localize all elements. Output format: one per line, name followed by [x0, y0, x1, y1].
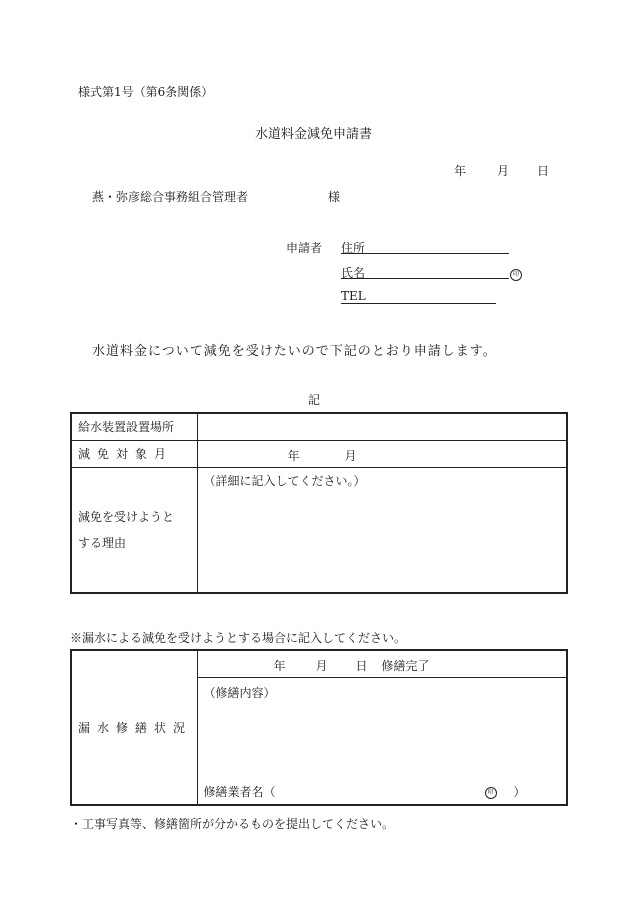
reason-field[interactable] [197, 467, 567, 593]
supply-location-field[interactable] [197, 413, 567, 440]
completion-day: 日 [355, 659, 368, 673]
addressee: 燕・弥彦総合事務組合管理者 [92, 190, 249, 204]
repair-content-label: （修繕内容） [203, 685, 276, 700]
date-month-label: 月 [497, 164, 510, 178]
form-number: 様式第1号（第6条関係） [78, 85, 214, 99]
contractor-label: 修繕業者名（ [203, 785, 276, 799]
leak-repair-label: 漏水修繕状況 [71, 650, 197, 805]
tel-label: TEL [341, 289, 366, 303]
address-label: 住所 [341, 241, 366, 255]
contractor-field[interactable] [197, 775, 567, 805]
reduction-month-field[interactable] [197, 440, 567, 467]
request-statement: 水道料金について減免を受けたいので下記のとおり申請します。 [92, 344, 497, 359]
document-title: 水道料金減免申請書 [255, 127, 373, 142]
addressee-honorific: 様 [328, 190, 341, 204]
contractor-close-paren: ） [513, 785, 526, 799]
reduction-year-label: 年 [287, 448, 300, 463]
footer-note: ・工事写真等、修繕箇所が分かるものを提出してください。 [70, 817, 395, 831]
repair-content-field[interactable] [197, 677, 567, 775]
reduction-month-label: 減免対象月 [71, 440, 197, 467]
leak-note: ※漏水による減免を受けようとする場合に記入してください。 [70, 631, 407, 645]
contractor-seal-icon: 印 [485, 783, 497, 799]
address-field[interactable] [341, 239, 509, 254]
seal-icon: 印 [510, 265, 522, 281]
completion-month: 月 [315, 659, 328, 673]
ki-note: 記 [308, 393, 321, 407]
reduction-month-unit: 月 [344, 448, 357, 463]
name-field[interactable] [341, 264, 509, 279]
name-label: 氏名 [341, 266, 366, 280]
completion-year: 年 [273, 659, 286, 673]
repair-completion-field[interactable] [197, 650, 567, 677]
applicant-label: 申請者 [286, 241, 323, 255]
reason-label: 減免を受けようと する理由 [71, 467, 197, 593]
application-table [70, 412, 568, 594]
reason-instruction: （詳細に記入してください。） [203, 473, 366, 488]
date-day-label: 日 [537, 164, 550, 178]
leak-repair-table [70, 649, 568, 806]
tel-field[interactable] [341, 289, 496, 304]
date-year-label: 年 [454, 164, 467, 178]
completion-text: 修繕完了 [381, 659, 430, 673]
supply-location-label: 給水装置設置場所 [71, 413, 197, 440]
